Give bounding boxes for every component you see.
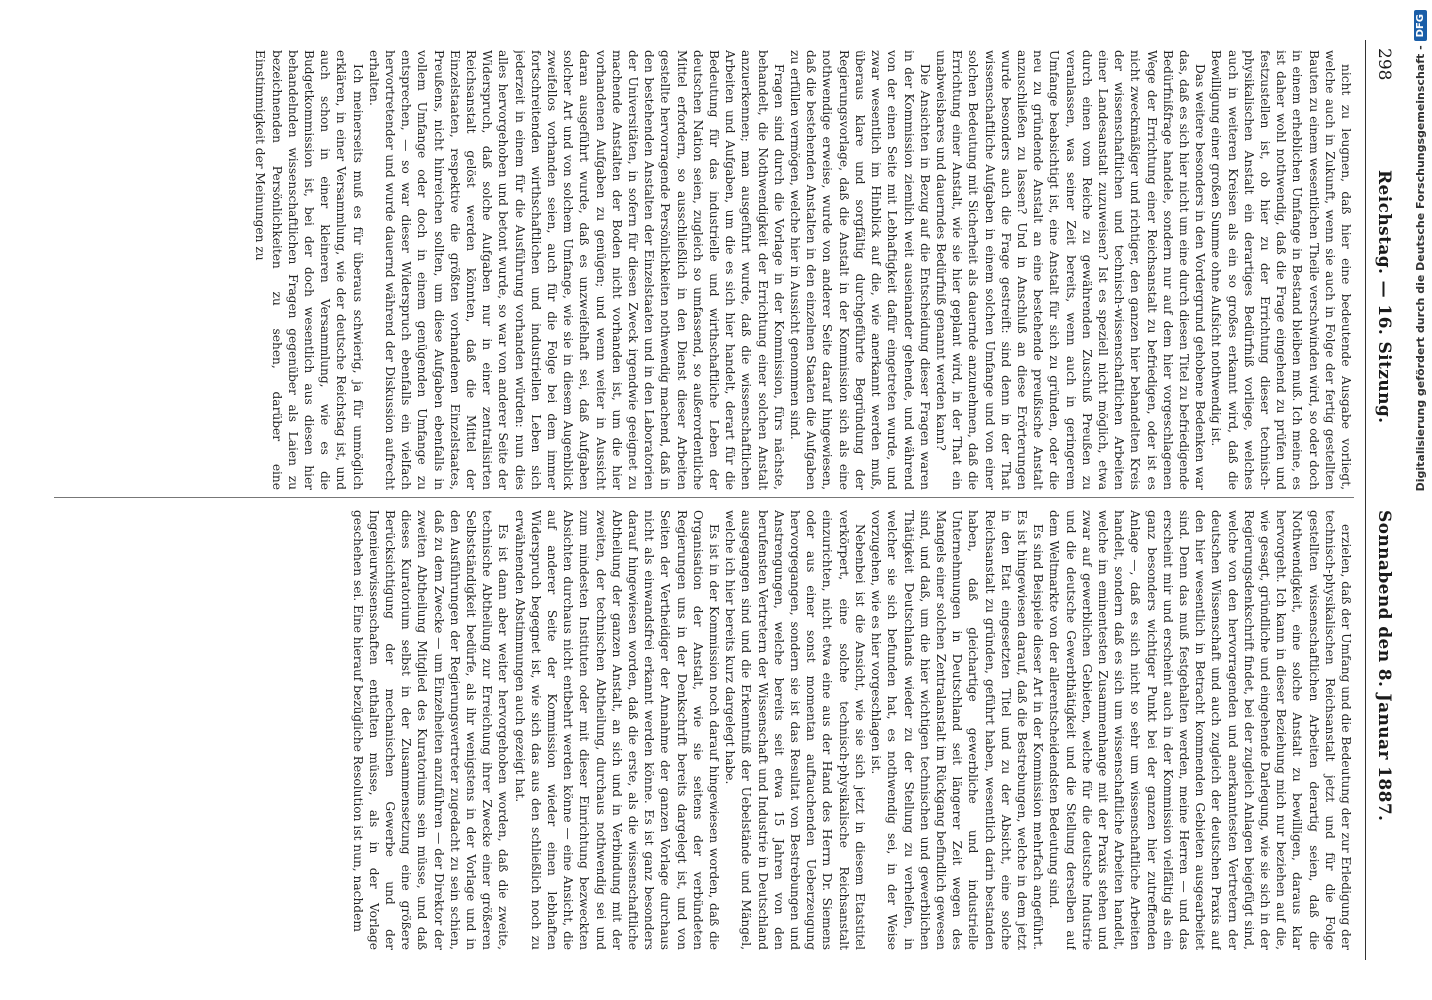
left-column bbox=[54, 50, 1354, 490]
funding-note bbox=[1410, 10, 1430, 990]
funding-note-text: Digitalisierung gefördert durch die Deutsche Forschungsgemeinschaft - bbox=[1413, 45, 1427, 492]
session-date: Sonnabend den 8. Januar 1887. bbox=[1374, 510, 1394, 822]
left-paragraph: nicht zu leugnen, daß hier eine bedeutende Ausgabe vorliegt, welche auch in Zukunft, wenn sie auch in Folge der fertig gestellten Bauten zu einem wesentlichen Theile verschwinden wird, so oder doch in einem erheblichen Umfange in Bestand bleiben muß. Ich meine, es ist daher wohl nothwendig, daß die Frage eingehend zu prüfen und festzustellen ist, ob hier zu der Errichtung dieser technisch-physikalischen Anstalt ein derartiges Bedürfniß vorliege, welches auch in weiteren Kreisen als ein so großes erkannt wird, daß die Bewilligung einer großen Summe ohne Aufsicht nothwendig ist. bbox=[1209, 50, 1353, 490]
right-paragraph: Es ist dann aber weiter hervorgehoben worden, daß die zweite, technische Abtheilung zur Erreichung ihrer Zwecke einer größeren Selbstständigkeit bedürfe, als ihr wenigstens in der Vorlage und in den Ausführungen der Regierungsvertreter zugedacht zu sein schien, daß zu dem Zwecke — um Einzelheiten anzuführen — der Direktor der zweiten Abtheilung Mitglied des Kuratoriums sein müsse, und daß dieses Kuratorium selbst in der Zusammensetzung eine größere Berücksichtigung der mechanischen Gewerbe und der Ingenieurwissenschaften enthalten müsse, als in der Vorlage geschehen sei. Eine hierauf bezügliche Resolution ist nun, nachdem bbox=[350, 510, 511, 950]
right-paragraph: Es sind Beispiele dieser Art in der Kommission mehrfach angeführt. Es ist hingewiesen darauf, daß die Bestrebungen, welche in dem jetzt in den Etat eingesetzten Titel und zu der Absicht, eine solche Reichsanstalt zu gründen, geführt haben, wesentlich darin bestanden haben, daß gleichartige gewerbliche und industrielle Unternehmungen in Deutschland seit längerer Zeit wegen des Mangels einer solchen Zentralanstalt im Rückgang befindlich gewesen sind, und daß, um die hier wichtigen technischen und gewerblichen Thätigkeit Deutschlands wieder zu der Stellung zu verhelfen, in welcher sie sich befunden hat, es nothwendig sei, in der Weise vorzugehen, wie es hier vorgeschlagen ist. bbox=[869, 510, 1046, 950]
page-header bbox=[1364, 40, 1394, 960]
session-title: Reichstag. — 16. Sitzung. bbox=[1374, 170, 1394, 424]
header-rule bbox=[1365, 40, 1366, 960]
left-paragraph: Fragen sind durch die Vorlage in der Kommission, fürs nächste, behandelt, die Nothwendigkeit der Errichtung einer solchen Anstalt anzuerkennen; man ausgeführt wurde, daß die wissenschaftlichen Arbeiten und Aufgaben, um die es sich hier handelt, derart für die Bedeutung für das industrielle und wirthschaftliche Leben der deutschen Nation seien, zugleich so umfassend, so außerordentliche Mittel erfordern, so ausschließlich in den Dienst dieser Arbeiten gestellte hervorragende Persönlichkeiten nothwendig machend, daß in den bestehenden Anstalten der Einzelstaaten und in den Laboratorien der Universitäten, in sofern für diesen Zweck irgendwie geeignet zu machende Anstalten der Boden nicht vorhanden ist, um die hier vorhandenen Aufgaben zu genügen; und wenn weiter in Aussicht daran ausgeführt wurde, daß es unzweifelhaft sei, daß Aufgaben solcher Art und von solchem Umfange, wie sie in diesem Augenblick zweifellos vorhanden seien, auch für die Folge bei dem immer fortschreitenden wirthschaftlichen und industriellen Leben sich jederzeit in einem für die Ausführung vorhanden würden: nun dies alles hervorgehoben und betont wurde, so war von anderer Seite der Widerspruch, daß solche Aufgaben nur in einer zentralisirten Reichsanstalt gelöst werden könnten, daß die Mittel der Einzelstaaten, respektive die größten vorhandenen Einzelstaates, Preußens, nicht hinreichen sollten, um diese Aufgaben ebenfalls in vollem Umfange oder doch in einem genügenden Umfange zu entsprechen, — so war dieser Widerspruch ebenfalls ein vielfach hervortretender und wurde dauernd während der Diskussion aufrecht erhalten. bbox=[366, 50, 786, 490]
dfg-logo: DFG bbox=[1414, 10, 1427, 41]
right-paragraph: Nebenbei ist die Ansicht, wie sie sich jetzt in diesem Etatstitel verkörpert, eine solche technisch-physikalische Reichsanstalt einzurichten, nicht etwa eine aus der Hand des Herrn Dr. Siemens oder aus einer sonst momentan auftauchenden Ueberzeugung hervorgegangen, sondern sie ist das Resultat von Bestrebungen und Anstrengungen, welche bereits seit etwa 15 Jahren von den berufensten Vertretern der Wissenschaft und Industrie in Deutschland ausgegangen sind und die Erkenntniß der Uebelstände und Mängel, welche ich hier bereits kurz dargelegt habe. bbox=[723, 510, 867, 950]
page-number: 298 bbox=[1374, 48, 1394, 81]
funding-note-text-wrap bbox=[1410, 10, 1430, 990]
right-paragraph: erzielen, daß der Umfang und die Bedeutung der zur Erledigung der technisch-physikalischen Reichsanstalt jetzt und für die Folge gestellten wissenschaftlichen Arbeiten derartig seien, daß die Nothwendigkeit, eine solche Anstalt zu bewilligen, daraus klar hervorgeht. Ich kann in dieser Beziehung mich nur beziehen auf die, wie gesagt, gründliche und eingehende Darlegung, wie sie sich in der Regierungsdenkschrift findet, bei der zugleich Anlagen beigefügt sind, welche von den hervorragenden und anerkanntesten Vertretern der deutschen Wissenschaft und auch zugleich der deutschen Praxis auf den hier wesentlich in Betracht kommenden Gebieten ausgearbeitet sind. Denn das muß festgehalten werden, meine Herren — und das erscheint mir und erscheint auch in der Kommission vielfältig als ein ganz besonders wichtiger Punkt bei der ganzen hier zutreffenden Anlage —, daß es sich nicht so sehr um wissenschaftliche Arbeiten handelt, sondern daß es sich um wissenschaftliche Arbeiten handelt, welche im eminentesten Zusammenhange mit der Praxis stehen und zwar auf gewerblichen Gebieten, welche für die deutsche Industrie und die deutsche Gewerbthätigkeit und die Stellung derselben auf dem Weltmarkte von der allerentscheidendsten Bedeutung sind. bbox=[1047, 510, 1353, 950]
right-paragraph: Es ist in der Kommission noch darauf hingewiesen worden, daß die Organisation der Anstalt, wie sie seitens der verbündeten Regierungen uns in der Denkschrift bereits dargelegt ist, und von Seiten der Vertheidiger der Annahme der ganzen Vorlage durchaus nicht als einwandsfrei erkannt werden könne. Es ist ganz besonders darauf hingewiesen worden, daß die erste, als die wissenschaftliche Abtheilung der ganzen Anstalt, an sich und in Verbindung mit der zweiten, der technischen Abtheilung, durchaus nothwendig sei und zum mindesten Instituten oder mit dieser Einrichtung bezweckten Absichten durchaus nicht entbehrt werden könne — eine Ansicht, die auf anderer Seite der Kommission wieder einen lebhaften Widerspruch begegnet ist, wie sich das aus den schließlich noch zu erwähnenden Abstimmungen auch gezeigt hat. bbox=[512, 510, 722, 950]
column-divider bbox=[54, 497, 1354, 498]
left-paragraph: Ich meinerseits muß es für überaus schwierig, ja für unmöglich erklären, in einer Versammlung, wie der deutsche Reichstag ist, und auch schon in einer kleineren Versammlung, wie es die Budgetkommission ist, bei der doch wesentlich aus diesen hier behandelnden wissenschaftlichen Fragen gegenüber als Laien zu bezeichnenden Persönlichkeiten zu sehen, darüber eine Einstimmigkeit der Meinungen zu bbox=[253, 50, 365, 490]
right-column bbox=[54, 510, 1354, 950]
left-paragraph: Das weitere besonders in den Vordergrund gehobene Bedenken war das, daß es sich hier nicht um eine durch diesen Titel zu befriedigende Bedürfnißfrage handele, sondern nur auf dem hier vorgeschlagenen Wege der Errichtung einer Reichsanstalt zu befriedigen, oder ist es nicht zweckmäßiger und richtiger, den ganzen hier behandelten Kreis der wissenschaftlichen und technisch-wissenschaftlichen Arbeiten einer Landesanstalt zuzuweisen? Ist es speziell nicht möglich, etwa durch einen vom Reiche zu gewährenden Zuschuß Preußen zu veranlassen, was seiner Zeit bereits, wenn auch in geringerem Umfange beabsichtigt ist, eine Anstalt für sich zu gründen, oder die neu zu gründende Anstalt an eine bestehende preußische Anstalt anzuschließen zu lassen? Und in Anschluß an diese Erörterungen wurde besonders auch die Frage gestreift: sind denn in der That wissenschaftliche Aufgaben in einem solchen Umfange und von einer solchen Bedeutung mit Sicherheit als dauernde anzunehmen, daß die Errichtung einer Anstalt, wie sie hier geplant wird, in der That ein unabweisbares und dauerndes Bedürfniß genannt werden kann? bbox=[933, 50, 1208, 490]
left-paragraph: Die Ansichten in Bezug auf die Entscheidung dieser Fragen waren in der Kommission ziemlich weit auseinander gehende, und während von der einen Seite mit Lebhaftigkeit dafür eingetreten wurde, und zwar wesentlich im Hinblick auf die, wie anerkannt werden muß, überaus klare und sorgfältig durchgeführte Begründung der Regierungsvorlage, daß die Anstalt in der Kommission sich als eine nothwendige erweise, wurde von anderer Seite darauf hingewiesen, daß die bestehenden Anstalten in den einzelnen Staaten die Aufgaben zu erfüllen vermögen, welche hier in Aussicht genommen sind. bbox=[788, 50, 932, 490]
